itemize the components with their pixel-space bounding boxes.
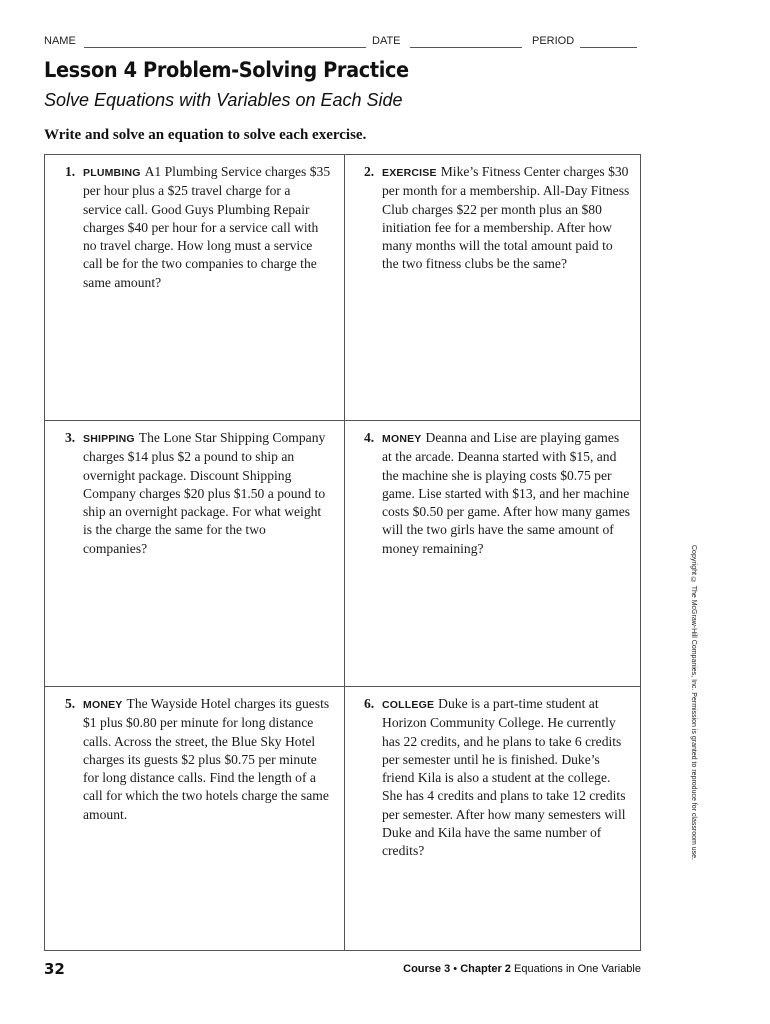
problem-cell-6 bbox=[344, 687, 643, 952]
problem-cell-1 bbox=[45, 155, 344, 420]
footer-chapter: Chapter 2 bbox=[460, 963, 511, 975]
problem-category: PLUMBING bbox=[83, 167, 141, 179]
problem-text: A1 Plumbing Service charges $35 per hour plus a $25 travel charge for a service call. Good Guys Plumbing Repair charges $40 per hour for a service call with no travel charge. How long must a service call be for the two companies to charge the same amount? bbox=[83, 164, 331, 290]
page-number: 32 bbox=[44, 960, 65, 978]
footer-course-info bbox=[403, 963, 641, 975]
problem-grid bbox=[44, 154, 641, 951]
copyright-notice: Copyright © The McGraw-Hill Companies, Inc. Permission is granted to reproduce for classroom use. bbox=[690, 545, 697, 860]
instructions: Write and solve an equation to solve each exercise. bbox=[44, 127, 367, 143]
problem-cell-3 bbox=[45, 421, 344, 686]
problem-number: 6. bbox=[364, 696, 375, 711]
problem-category: COLLEGE bbox=[382, 699, 435, 711]
lesson-subtitle: Solve Equations with Variables on Each Side bbox=[44, 90, 403, 110]
footer-chapter-title: Equations in One Variable bbox=[514, 963, 641, 975]
name-label: NAME bbox=[44, 35, 76, 47]
problem-category: MONEY bbox=[382, 433, 422, 445]
problem-cell-4 bbox=[344, 421, 643, 686]
date-line bbox=[410, 47, 522, 48]
problem-3 bbox=[65, 429, 332, 558]
problem-number: 3. bbox=[65, 430, 76, 445]
period-label: PERIOD bbox=[532, 35, 575, 47]
problem-category: MONEY bbox=[83, 699, 123, 711]
problem-5 bbox=[65, 695, 332, 824]
problem-number: 1. bbox=[65, 164, 76, 179]
problem-number: 5. bbox=[65, 696, 76, 711]
problem-2 bbox=[364, 163, 631, 274]
problem-cell-2 bbox=[344, 155, 643, 420]
name-line bbox=[84, 47, 366, 48]
lesson-title: Lesson 4 Problem-Solving Practice bbox=[44, 58, 409, 82]
period-line bbox=[580, 47, 637, 48]
date-label: DATE bbox=[372, 35, 401, 47]
problem-text: Deanna and Lise are playing games at the arcade. Deanna started with $15, and the machine she is playing costs $0.75 per game. Lise started with $13, and her machine costs $0.50 per game. After how many games will the two girls have the same amount of money remaining? bbox=[382, 430, 631, 556]
problem-1 bbox=[65, 163, 332, 292]
problem-text: The Wayside Hotel charges its guests $1 plus $0.80 per minute for long distance calls. Across the street, the Blue Sky Hotel charges its guests $2 plus $0.75 per minute for long distance calls. Find the length of a call for which the two hotels charge the same amount. bbox=[83, 696, 330, 822]
footer-bullet: • bbox=[453, 963, 458, 975]
problem-number: 2. bbox=[364, 164, 375, 179]
problem-category: SHIPPING bbox=[83, 433, 135, 445]
problem-category: EXERCISE bbox=[382, 167, 437, 179]
problem-text: The Lone Star Shipping Company charges $14 plus $2 a pound to ship an overnight package. Discount Shipping Company charges $20 plus $1.50 a pound to ship an overnight package. For what weight is the charge the same for the two companies? bbox=[83, 430, 326, 556]
problem-number: 4. bbox=[364, 430, 375, 445]
problem-6 bbox=[364, 695, 631, 861]
problem-text: Duke is a part-time student at Horizon Community College. He currently has 22 credits, and he plans to take 6 credits per semester until he is finished. Duke’s friend Kila is also a student at the college. She has 4 credits and plans to take 12 credits per semester. After how many semesters will Duke and Kila have the same number of credits? bbox=[382, 696, 626, 859]
footer-course: Course 3 bbox=[403, 963, 451, 975]
problem-cell-5 bbox=[45, 687, 344, 952]
problem-4 bbox=[364, 429, 631, 558]
problem-text: Mike’s Fitness Center charges $30 per month for a membership. All-Day Fitness Club charges $22 per month plus an $80 initiation fee for a membership. After how many months will the total amount paid to the two fitness clubs be the same? bbox=[382, 164, 630, 272]
